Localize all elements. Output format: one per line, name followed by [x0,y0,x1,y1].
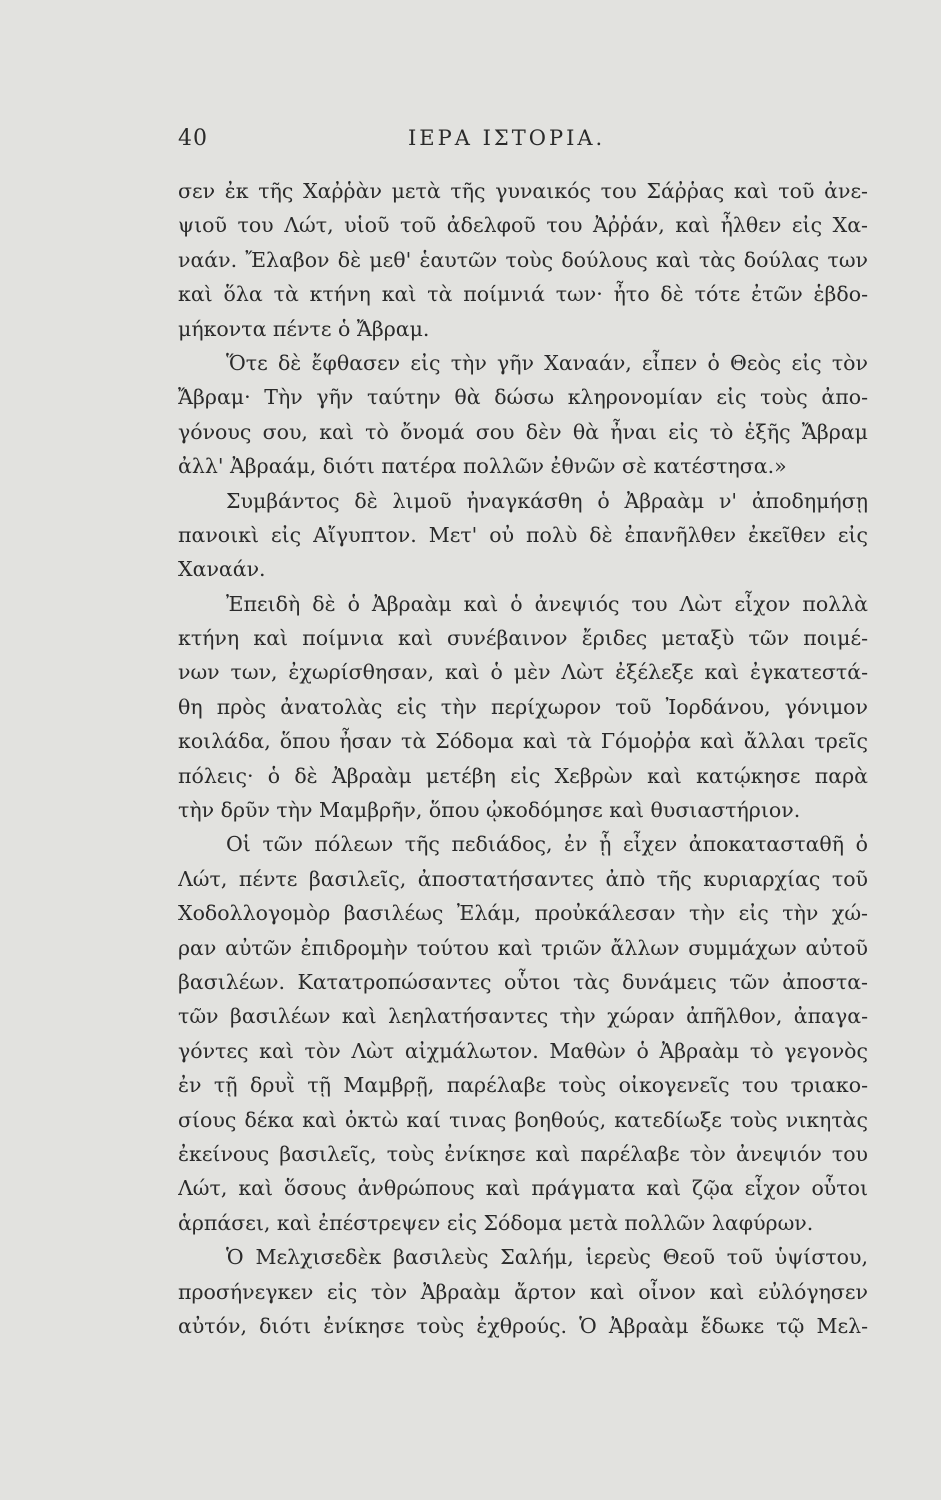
text-line: Ἐπειδὴ δὲ ὁ Ἀβραὰμ καὶ ὁ ἀνεψιός του Λὼτ εἶχον πολλὰ [226,591,868,616]
text-line: γόντες καὶ τὸν Λὼτ αἰχμάλωτον. Μαθὼν ὁ Ἀβραὰμ τὸ γεγονὸς [178,1038,868,1063]
text-line: βασιλέων. Κατατροπώσαντες οὗτοι τὰς δυνάμεις τῶν ἀποστα- [178,969,868,994]
text-line: προσήνεγκεν εἰς τὸν Ἀβραὰμ ἄρτον καὶ οἶνον καὶ εὐλόγησεν [178,1279,868,1304]
text-line: αὐτόν, διότι ἐνίκησε τοὺς ἐχθρούς. Ὁ Ἀβραὰμ ἔδωκε τῷ Μελ- [178,1313,868,1338]
text-line: ναάν. Ἔλαβον δὲ μεθ' ἑαυτῶν τοὺς δούλους καὶ τὰς δούλας των [178,247,868,272]
body-text [178,174,868,1343]
text-line: ἁρπάσει, καὶ ἐπέστρεψεν εἰς Σόδομα μετὰ πολλῶν λαφύρων. [178,1210,814,1235]
text-line: ραν αὐτῶν ἐπιδρομὴν τούτου καὶ τριῶν ἄλλων συμμάχων αὐτοῦ [178,935,868,960]
text-line: Συμβάντος δὲ λιμοῦ ἠναγκάσθη ὁ Ἀβραὰμ ν' ἀποδημήσῃ [226,488,868,513]
text-line: Χαναάν. [178,557,266,582]
page-header [178,126,878,166]
text-line: ἐν τῇ δρυῒ τῇ Μαμβρῇ, παρέλαβε τοὺς οἰκογενεῖς του τριακο- [178,1073,868,1098]
text-line: Χοδολλογομὸρ βασιλέως Ἐλάμ, προὐκάλεσαν τὴν εἰς τὴν χώ- [178,901,868,926]
text-line: γόνους σου, καὶ τὸ ὄνομά σου δὲν θὰ ἦναι εἰς τὸ ἑξῆς Ἄβραμ [178,419,868,444]
text-line: Ἄβραμ· Τὴν γῆν ταύτην θὰ δώσω κληρονομίαν εἰς τοὺς ἀπο- [178,385,868,410]
running-head: ΙΕΡΑ ΙΣΤΟΡΙΑ. [408,126,606,150]
text-line: τῶν βασιλέων καὶ λεηλατήσαντες τὴν χώραν ἀπῆλθον, ἀπαγα- [178,1004,868,1029]
text-line: πόλεις· ὁ δὲ Ἀβραὰμ μετέβη εἰς Χεβρὼν καὶ κατῴκησε παρὰ [178,763,868,788]
text-line: σίους δέκα καὶ ὀκτὼ καί τινας βοηθούς, κατεδίωξε τοὺς νικητὰς [178,1107,868,1132]
text-line: ψιοῦ του Λώτ, υἱοῦ τοῦ ἀδελφοῦ του Ἀῤῥάν, καὶ ἦλθεν εἰς Χα- [178,213,868,238]
text-line: σεν ἐκ τῆς Χαῤῥὰν μετὰ τῆς γυναικός του Σάῤῥας καὶ τοῦ ἀνε- [178,179,868,203]
text-line: ἐκείνους βασιλεῖς, τοὺς ἐνίκησε καὶ παρέλαβε τὸν ἀνεψιόν του [178,1141,868,1166]
text-line: Λώτ, καὶ ὅσους ἀνθρώπους καὶ πράγματα καὶ ζῷα εἶχον οὗτοι [178,1176,868,1201]
text-line: μήκοντα πέντε ὁ Ἄβραμ. [178,316,430,341]
text-line: τὴν δρῦν τὴν Μαμβρῆν, ὅπου ᾠκοδόμησε καὶ θυσιαστήριον. [178,798,801,823]
text-line: ἀλλ' Ἀβραάμ, διότι πατέρα πολλῶν ἐθνῶν σὲ κατέστησα.» [178,454,787,479]
text-line: θη πρὸς ἀνατολὰς εἰς τὴν περίχωρον τοῦ Ἰορδάνου, γόνιμον [178,694,868,719]
text-line: Οἱ τῶν πόλεων τῆς πεδιάδος, ἐν ᾗ εἶχεν ἀποκατασταθῆ ὁ [226,832,868,857]
text-line: νων των, ἐχωρίσθησαν, καὶ ὁ μὲν Λὼτ ἐξέλεξε καὶ ἐγκατεστά- [178,660,868,685]
text-line: Ὁ Μελχισεδὲκ βασιλεὺς Σαλήμ, ἱερεὺς Θεοῦ τοῦ ὑψίστου, [226,1245,868,1270]
text-line: κτήνη καὶ ποίμνια καὶ συνέβαινον ἔριδες μεταξὺ τῶν ποιμέ- [178,626,868,651]
text-line: πανοικὶ εἰς Αἴγυπτον. Μετ' οὐ πολὺ δὲ ἐπανῆλθεν ἐκεῖθεν εἰς [178,522,868,547]
text-line: καὶ ὅλα τὰ κτήνη καὶ τὰ ποίμνιά των· ἦτο δὲ τότε ἐτῶν ἑβδο- [178,282,868,307]
page-number: 40 [178,126,208,151]
text-line: κοιλάδα, ὅπου ἦσαν τὰ Σόδομα καὶ τὰ Γόμοῤῥα καὶ ἄλλαι τρεῖς [178,729,868,754]
text-line: Ὅτε δὲ ἔφθασεν εἰς τὴν γῆν Χαναάν, εἶπεν ὁ Θεὸς εἰς τὸν [226,350,868,375]
text-line: Λώτ, πέντε βασιλεῖς, ἀποστατήσαντες ἀπὸ τῆς κυριαρχίας τοῦ [178,866,868,891]
